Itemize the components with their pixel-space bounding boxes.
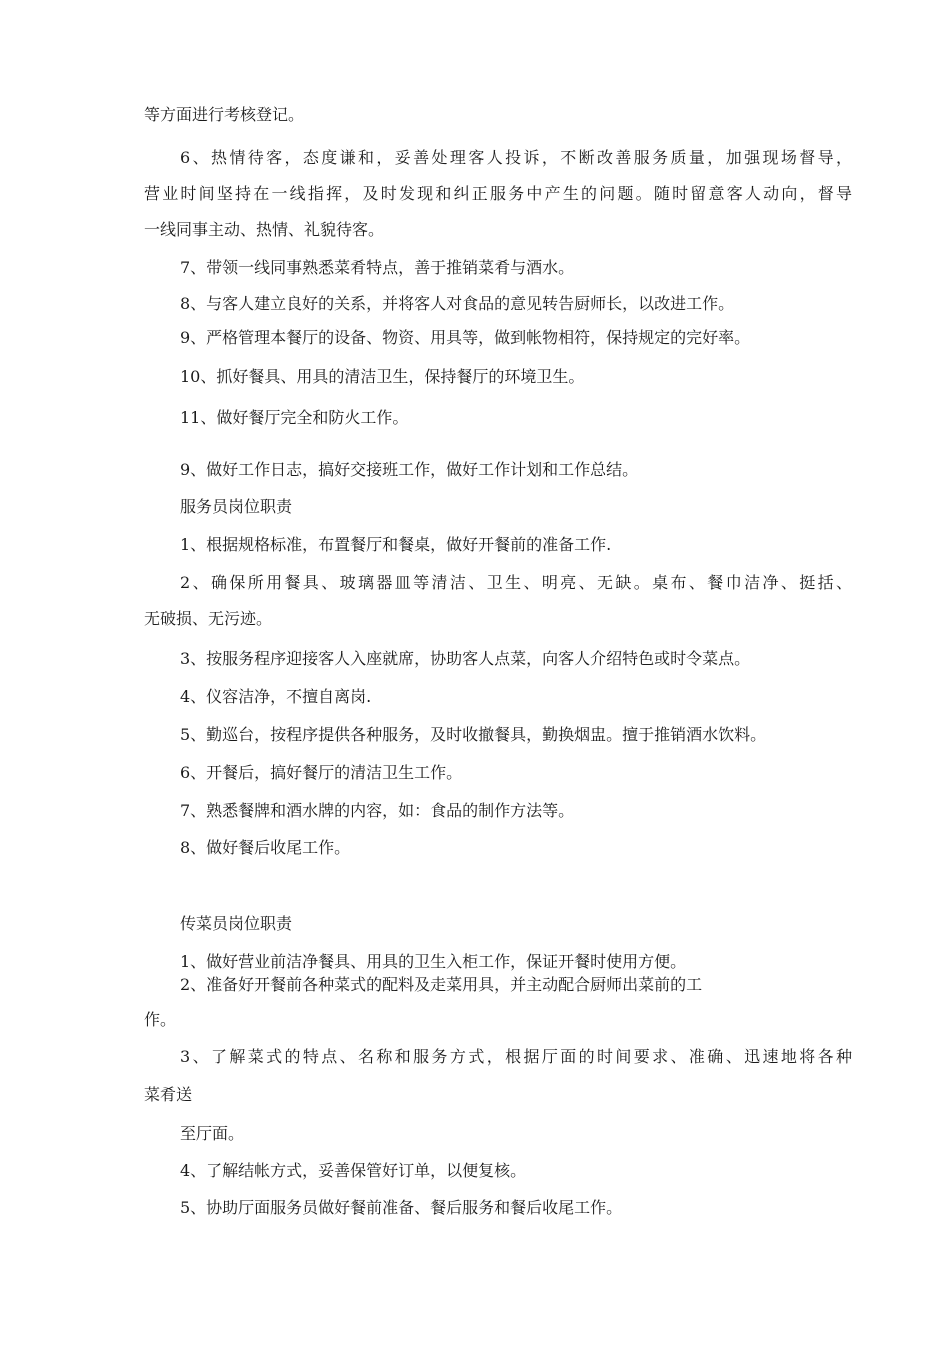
- text-line: 6、开餐后，搞好餐厅的清洁卫生工作。: [180, 763, 463, 782]
- text-line: 2、确保所用餐具、玻璃器皿等清洁、卫生、明亮、无缺。桌布、餐巾洁净、挺括、: [180, 573, 852, 592]
- text-line: 8、与客人建立良好的关系，并将客人对食品的意见转告厨师长，以改进工作。: [180, 294, 735, 313]
- text-line: 至厅面。: [180, 1124, 245, 1143]
- text-line: 7、熟悉餐牌和酒水牌的内容，如：食品的制作方法等。: [180, 801, 575, 820]
- text-line: 10、抓好餐具、用具的清洁卫生，保持餐厅的环境卫生。: [180, 367, 585, 386]
- section-heading: 传菜员岗位职责: [180, 914, 293, 933]
- text-line: 6、热情待客，态度谦和，妥善处理客人投诉，不断改善服务质量，加强现场督导，: [180, 148, 852, 167]
- text-line: 8、做好餐后收尾工作。: [180, 838, 351, 857]
- text-line: 3、了解菜式的特点、名称和服务方式，根据厅面的时间要求、准确、迅速地将各种: [180, 1047, 852, 1066]
- text-line: 11、做好餐厅完全和防火工作。: [180, 408, 409, 427]
- text-line: 等方面进行考核登记。: [144, 105, 305, 124]
- text-line: 菜肴送: [144, 1085, 193, 1104]
- text-line: 无破损、无污迹。: [144, 609, 273, 628]
- text-line: 7、带领一线同事熟悉菜肴特点，善于推销菜肴与酒水。: [180, 258, 575, 277]
- text-line: 4、了解结帐方式，妥善保管好订单，以便复核。: [180, 1161, 527, 1180]
- section-heading: 服务员岗位职责: [180, 497, 293, 516]
- text-line: 1、做好营业前洁净餐具、用具的卫生入柜工作，保证开餐时使用方便。: [180, 952, 687, 971]
- text-line: 5、勤巡台，按程序提供各种服务，及时收撤餐具，勤换烟盅。擅于推销酒水饮料。: [180, 725, 767, 744]
- text-line: 4、仪容洁净，不擅自离岗.: [180, 687, 372, 706]
- text-line: 2、准备好开餐前各种菜式的配料及走菜用具，并主动配合厨师出菜前的工: [180, 975, 703, 994]
- text-line: 5、协助厅面服务员做好餐前准备、餐后服务和餐后收尾工作。: [180, 1198, 623, 1217]
- text-line: 作。: [144, 1010, 177, 1029]
- text-line: 营业时间坚持在一线指挥，及时发现和纠正服务中产生的问题。随时留意客人动向，督导: [144, 184, 852, 203]
- text-line: 1、根据规格标准，布置餐厅和餐桌，做好开餐前的准备工作.: [180, 535, 612, 554]
- text-line: 一线同事主动、热情、礼貌待客。: [144, 220, 385, 239]
- text-line: 9、做好工作日志，搞好交接班工作，做好工作计划和工作总结。: [180, 460, 639, 479]
- text-line: 9、严格管理本餐厅的设备、物资、用具等，做到帐物相符，保持规定的完好率。: [180, 328, 751, 347]
- text-line: 3、按服务程序迎接客人入座就席，协助客人点菜，向客人介绍特色或时令菜点。: [180, 649, 751, 668]
